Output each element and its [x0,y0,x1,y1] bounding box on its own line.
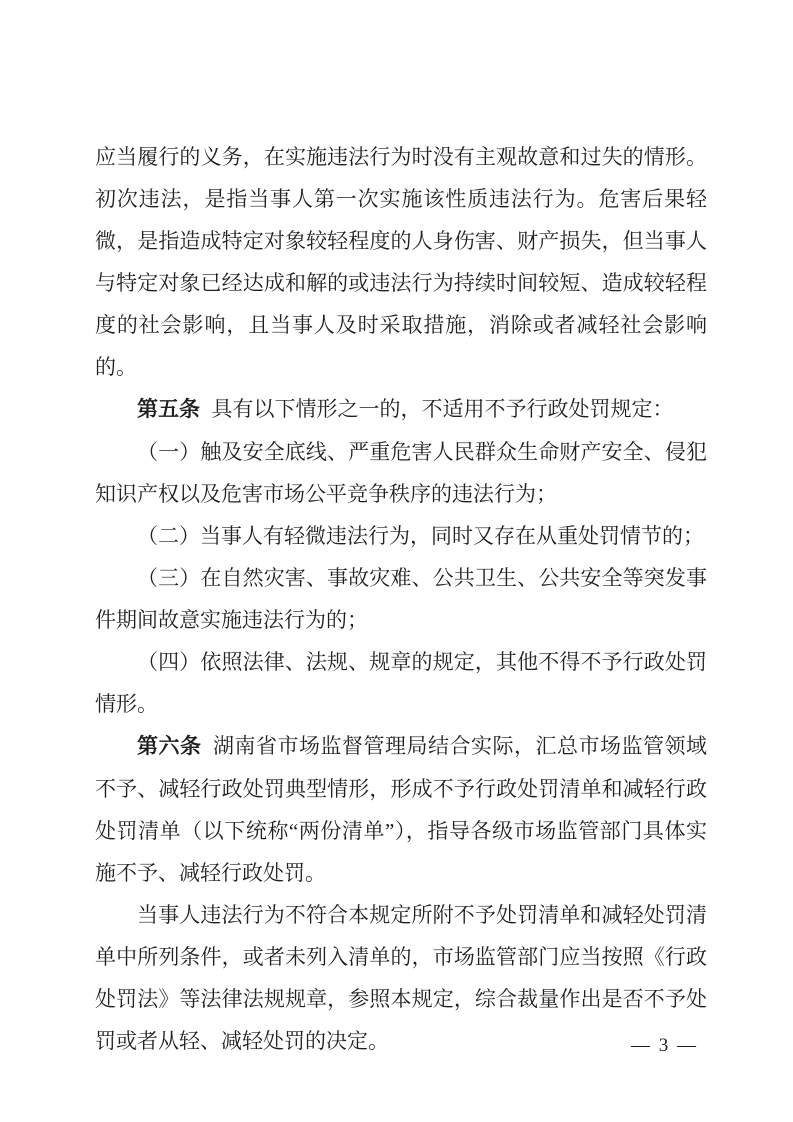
paragraph-item-4: （四）依照法律、法规、规章的规定，其他不得不予行政处罚情形。 [95,650,707,716]
paragraph-continuation: 应当履行的义务，在实施违法行为时没有主观故意和过失的情形。初次违法，是指当事人第一次实施该性质违法行为。危害后果轻微，是指造成特定对象较轻程度的人身伤害、财产损失，但当事人与特定对象已经达成和解的或违法行为持续时间较短、造成较轻程度的社会影响，且当事人及时采取措施，消除或者减轻社会影响的。 [95,145,707,379]
page-number: — 3 — [631,1035,698,1056]
paragraph-article-6 [95,725,707,894]
paragraph-closing: 当事人违法行为不符合本规定所附不予处罚清单和减轻处罚清单中所列条件，或者未列入清单的，市场监管部门应当按照《行政处罚法》等法律法规规章，参照本规定，综合裁量作出是否不予处罚或者从轻、减轻处罚的决定。 [95,903,707,1053]
page-footer [631,1033,698,1059]
paragraph-item-2: （二）当事人有轻微违法行为，同时又存在从重处罚情节的； [137,524,704,548]
article-6-text: 湖南省市场监督管理局结合实际，汇总市场监管领域不予、减轻行政处罚典型情形，形成不予行政处罚清单和减轻行政处罚清单（以下统称“两份清单”），指导各级市场监管部门具体实施不予、减轻行政处罚。 [95,734,708,885]
paragraph-item-1: （一）触及安全底线、严重危害人民群众生命财产安全、侵犯知识产权以及危害市场公平竞争秩序的违法行为； [95,440,707,506]
article-5-number: 第五条 [137,398,200,421]
article-6-number: 第六条 [137,735,202,758]
document-body [95,136,707,1062]
article-5-text: 具有以下情形之一的，不适用不予行政处罚规定： [211,397,674,421]
paragraph-article-5 [95,388,707,431]
paragraph-item-3: （三）在自然灾害、事故灾难、公共卫生、公共安全等突发事件期间故意实施违法行为的； [95,566,707,632]
